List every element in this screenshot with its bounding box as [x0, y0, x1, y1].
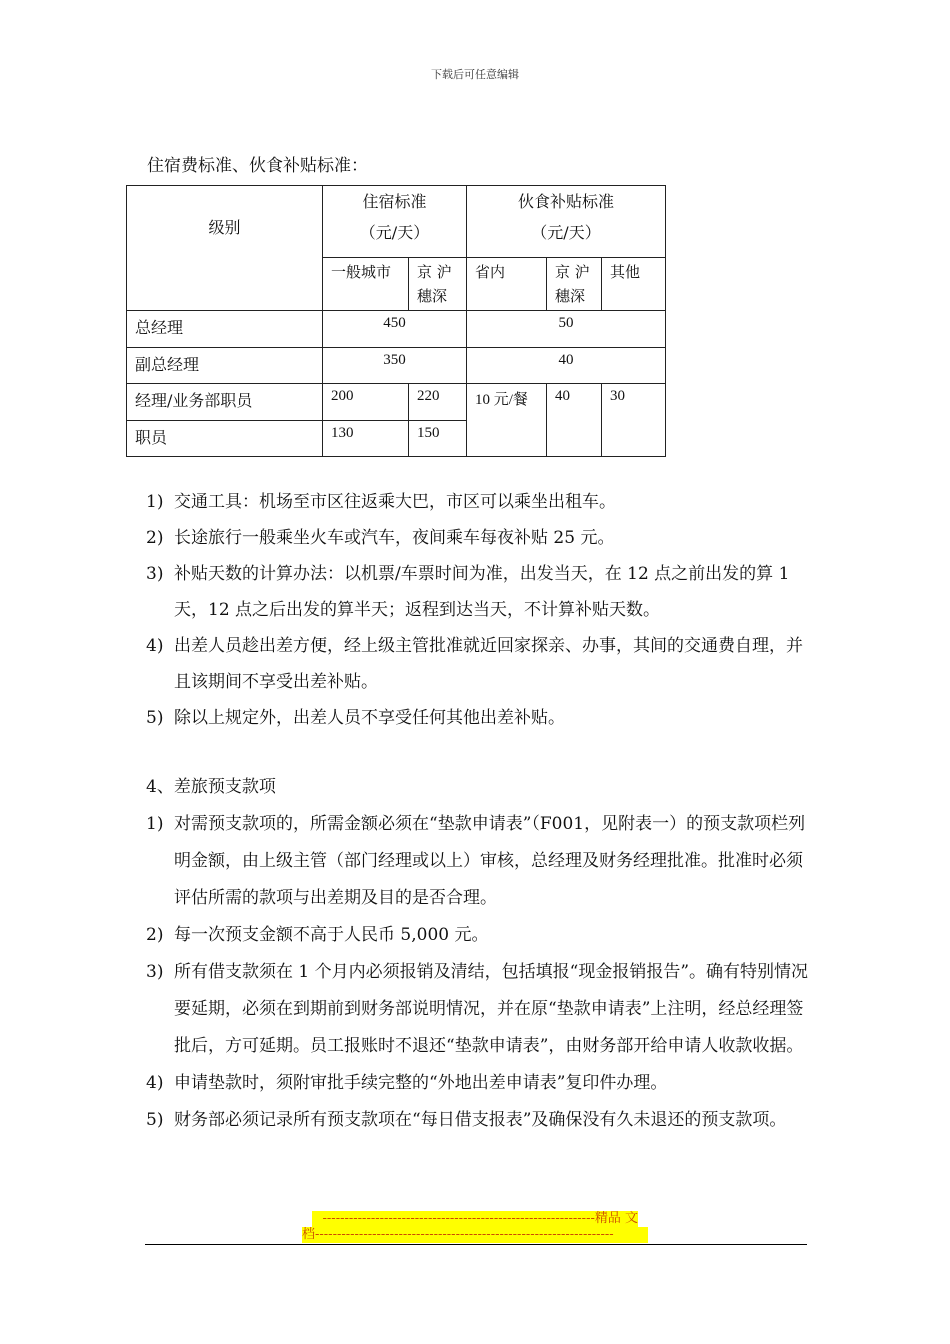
table-row [127, 348, 666, 384]
table-row [127, 311, 666, 348]
lodging-unit: （元/天） [359, 223, 430, 242]
sub-general-city: 一般城市 [323, 258, 409, 311]
sub-tier1-meal [547, 258, 602, 311]
list-text: 财务部必须记录所有预支款项在“每日借支报表”及确保没有久未退还的预支款项。 [174, 1110, 787, 1130]
list-item [146, 954, 808, 1065]
row-lodging: 450 [323, 311, 467, 348]
row-lodging-tier1: 150 [409, 421, 467, 457]
row-lodging-general: 130 [323, 421, 409, 457]
level-header: 级别 [208, 217, 241, 237]
sub-meal-tier1-line1: 京 沪 [555, 263, 590, 281]
list-text: 补贴天数的计算办法：以机票/车票时间为准，出发当天，在 12 点之前出发的算 1 天，12 点之后出发的算半天；返程到达当天，不计算补贴天数。 [174, 564, 790, 620]
footer-watermark-line2: 档-------------------------------------------------------------------- [302, 1227, 648, 1243]
list-item [146, 700, 808, 736]
sub-meal-tier1-line2: 穗深 [555, 287, 586, 305]
list-text: 交通工具：机场至市区往返乘大巴，市区可以乘坐出租车。 [174, 492, 616, 512]
list-text: 所有借支款须在 1 个月内必须报销及清结，包括填报“现金报销报告”。确有特别情况要延期，必须在到期前到财务部说明情况，并在原“垫款申请表”上注明，经总经理签批后，方可延期。员工报账时不退还“垫款申请表”，由财务部开给申请人收款收据。 [174, 962, 809, 1056]
sub-province: 省内 [467, 258, 547, 311]
list-number: 4) [146, 636, 164, 656]
row-meal: 50 [467, 311, 666, 348]
row-level: 经理/业务部职员 [127, 384, 323, 421]
sub-tier1-lodging [409, 258, 467, 311]
row-lodging-tier1: 220 [409, 384, 467, 421]
list-number: 2) [146, 925, 164, 945]
list-text: 每一次预支金额不高于人民币 5,000 元。 [174, 925, 489, 945]
advance-payment-list [146, 806, 808, 1139]
row-level: 总经理 [127, 311, 323, 348]
sub-tier1-line1: 京 沪 [417, 263, 452, 281]
meal-header-cell [467, 186, 666, 258]
sub-tier1-line2: 穗深 [417, 287, 448, 305]
meal-unit: （元/天） [531, 223, 601, 242]
section-title: 住宿费标准、伙食补贴标准： [147, 156, 368, 176]
list-item [146, 1065, 808, 1102]
list-text: 对需预支款项的，所需金额必须在“垫款申请表”（F001，见附表一）的预支款项栏列明金额，由上级主管（部门经理或以上）审核，总经理及财务经理批准。批准时必须评估所需的款项与出差期及目的是否合理。 [174, 814, 806, 908]
list-number: 4) [146, 1073, 164, 1093]
table-row [127, 384, 666, 421]
allowance-table [126, 185, 666, 457]
row-lodging: 350 [323, 348, 467, 384]
list-number: 1) [146, 814, 164, 834]
list-text: 申请垫款时，须附审批手续完整的“外地出差申请表”复印件办理。 [174, 1073, 668, 1093]
page-header-note: 下载后可任意编辑 [431, 68, 519, 81]
footer-divider [145, 1244, 807, 1245]
list-item [146, 556, 808, 628]
list-number: 3) [146, 962, 164, 982]
list-number: 5) [146, 708, 164, 728]
meal-header: 伙食补贴标准 [517, 192, 614, 211]
lodging-header-cell [323, 186, 467, 258]
row-meal: 40 [467, 348, 666, 384]
footer-watermark-line1: --------------------------------------------------------------精品 文 [312, 1211, 638, 1227]
row-lodging-general: 200 [323, 384, 409, 421]
list-item [146, 628, 808, 700]
row-meal-tier1: 40 [547, 384, 602, 457]
list-number: 2) [146, 528, 164, 548]
list-item [146, 520, 808, 556]
row-level: 副总经理 [127, 348, 323, 384]
section-4-title: 4、差旅预支款项 [146, 777, 276, 797]
list-text: 除以上规定外，出差人员不享受任何其他出差补贴。 [174, 708, 565, 728]
row-meal-province: 10 元/餐 [467, 384, 547, 457]
list-item [146, 484, 808, 520]
list-number: 3) [146, 564, 164, 584]
row-level: 职员 [127, 421, 323, 457]
list-text: 出差人员趁出差方便，经上级主管批准就近回家探亲、办事，其间的交通费自理，并且该期间不享受出差补贴。 [174, 636, 803, 692]
sub-other: 其他 [602, 258, 666, 311]
row-meal-other: 30 [602, 384, 666, 457]
list-number: 5) [146, 1110, 164, 1130]
list-number: 1) [146, 492, 164, 512]
list-item [146, 806, 808, 917]
list-text: 长途旅行一般乘坐火车或汽车，夜间乘车每夜补贴 25 元。 [174, 528, 615, 548]
list-item [146, 917, 808, 954]
transport-rules-list [146, 484, 808, 736]
lodging-header: 住宿标准 [362, 192, 427, 211]
level-header-cell [127, 186, 323, 311]
list-item [146, 1102, 808, 1139]
